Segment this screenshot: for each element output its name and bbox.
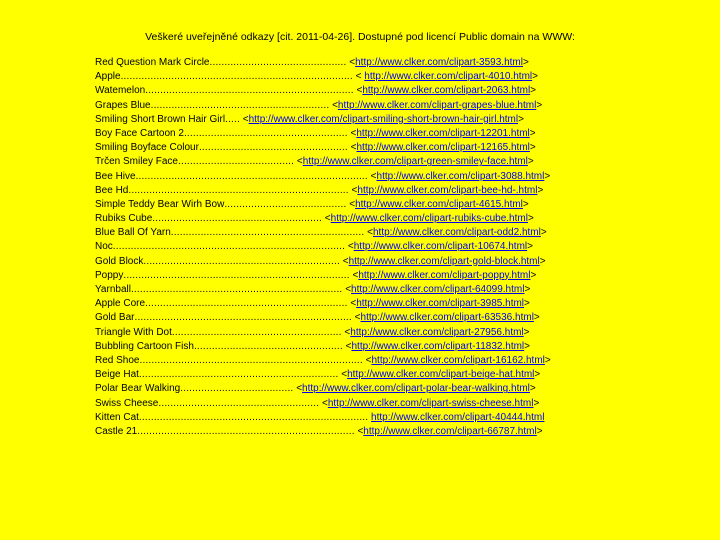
dot-leader: ......................................................... (152, 213, 323, 225)
open-bracket: < (338, 369, 348, 381)
reference-link[interactable]: http://www.clker.com/clipart-66787.html (363, 425, 537, 437)
close-bracket: > (537, 184, 544, 196)
close-bracket: > (532, 71, 538, 83)
reference-name: Bubbling Cartoon Fish (95, 340, 194, 352)
dot-leader: ......................................................................... (137, 425, 355, 437)
dot-leader: ...................................................... (158, 397, 320, 409)
reference-link[interactable]: http://www.clker.com/clipart-12201.html (356, 127, 530, 139)
reference-item (95, 84, 595, 98)
reference-item (95, 269, 595, 283)
close-bracket: > (534, 369, 541, 381)
reference-item (95, 155, 595, 169)
dot-leader: .............................................................................. (135, 170, 368, 182)
reference-link[interactable]: http://www.clker.com/clipart-gold-block.html (348, 255, 540, 267)
open-bracket: < (364, 227, 373, 239)
close-bracket: > (524, 284, 531, 295)
reference-item (95, 113, 595, 127)
reference-link[interactable]: http://www.clker.com/clipart-3985.html (356, 298, 525, 310)
close-bracket: > (536, 425, 543, 437)
reference-link[interactable]: http://www.clker.com/clipart-63536.html (360, 312, 534, 324)
reference-name: Red Question Mark Circle (95, 57, 210, 68)
reference-item (95, 297, 595, 311)
reference-link[interactable]: http://www.clker.com/clipart-27956.html (350, 326, 524, 338)
dot-leader: ............................................................................ (123, 269, 350, 281)
reference-link[interactable]: http://www.clker.com/clipart-bee-hd-.html (357, 184, 538, 196)
close-bracket: > (530, 269, 537, 281)
open-bracket: < (319, 397, 328, 409)
reference-item (95, 170, 595, 184)
open-bracket: < (342, 340, 352, 352)
reference-list (95, 56, 595, 439)
reference-link[interactable]: http://www.clker.com/clipart-4010.html (364, 71, 533, 83)
reference-link[interactable]: http://www.clker.com/clipart-16162.html (371, 354, 545, 366)
open-bracket: < (354, 425, 364, 437)
open-bracket: < (293, 383, 303, 395)
dot-leader: .................................................. (198, 142, 348, 154)
reference-link[interactable]: http://www.clker.com/clipart-poppy.html (358, 269, 531, 281)
dot-leader: ............................................................................. (138, 411, 369, 423)
dot-leader: .................................................. (193, 340, 343, 352)
dot-leader: .............................................................................. (112, 241, 346, 253)
reference-link[interactable]: http://www.clker.com/clipart-polar-bear-walking.html (302, 383, 530, 395)
reference-item (95, 326, 595, 340)
close-bracket: > (530, 85, 537, 97)
close-bracket: > (533, 312, 540, 324)
open-bracket: < (348, 184, 358, 196)
reference-name: Watemelon (95, 85, 146, 97)
open-bracket: < (347, 298, 357, 310)
reference-name: Triangle With Dot (95, 326, 172, 338)
reference-link[interactable]: http://www.clker.com/clipart-11832.html (351, 340, 525, 352)
reference-item (95, 226, 595, 240)
open-bracket: < (347, 127, 357, 139)
reference-link[interactable]: http://www.clker.com/clipart-beige-hat.html (347, 369, 535, 381)
reference-name: Apple Core (95, 298, 146, 310)
reference-item (95, 212, 595, 226)
reference-link[interactable]: http://www.clker.com/clipart-40444.html (371, 411, 545, 423)
open-bracket: < (352, 71, 365, 83)
reference-link[interactable]: http://www.clker.com/clipart-12165.html (356, 142, 530, 154)
reference-item (95, 411, 595, 425)
reference-name: Boy Face Cartoon 2 (95, 127, 184, 139)
close-bracket: > (544, 170, 551, 182)
dot-leader: .............................................................................. (120, 71, 353, 83)
reference-name: Blue Ball Of Yarn (95, 227, 171, 239)
reference-item (95, 368, 595, 382)
reference-item (95, 127, 595, 141)
open-bracket: < (341, 326, 351, 338)
close-bracket: > (540, 227, 547, 239)
dot-leader: ......................................... (224, 198, 347, 210)
reference-link[interactable]: http://www.clker.com/clipart-3088.html (376, 170, 545, 182)
reference-name: Bee Hive (95, 170, 136, 182)
close-bracket: > (533, 397, 540, 409)
reference-link[interactable]: http://www.clker.com/clipart-swiss-cheese.html (327, 397, 534, 409)
reference-name: Trčen Smiley Face (95, 156, 178, 168)
reference-name: Castle 21 (95, 425, 138, 437)
dot-leader: ...................................................................... (145, 85, 354, 97)
open-bracket: < (346, 57, 356, 68)
close-bracket: > (527, 156, 534, 168)
dot-leader: ............................................................ (150, 99, 330, 111)
close-bracket: > (527, 213, 534, 225)
reference-link[interactable]: http://www.clker.com/clipart-odd2.html (373, 227, 541, 239)
reference-item (95, 99, 595, 113)
dot-leader: ................................................................... (138, 369, 339, 381)
reference-name: Simple Teddy Bear Wirh Bow (95, 198, 225, 210)
reference-item (95, 382, 595, 396)
open-bracket: < (351, 312, 361, 324)
close-bracket: > (524, 340, 530, 352)
open-bracket: < (329, 99, 338, 111)
dot-leader: ..... (225, 113, 240, 125)
dot-leader: ......................................................... (171, 326, 342, 338)
reference-name: Poppy (95, 269, 124, 281)
reference-name: Yarnball (95, 284, 131, 295)
dot-leader: ......................................................................... (134, 312, 352, 324)
reference-name: Kitten Cat (95, 411, 139, 423)
reference-link[interactable]: http://www.clker.com/clipart-10674.html (353, 241, 528, 253)
close-bracket: > (529, 383, 536, 395)
reference-item (95, 340, 595, 354)
close-bracket: > (522, 198, 529, 210)
reference-name: Smiling Short Brown Hair Girl (95, 113, 226, 125)
reference-link[interactable]: http://www.clker.com/clipart-4615.html (355, 198, 523, 210)
open-bracket: < (349, 269, 359, 281)
reference-item (95, 425, 595, 439)
open-bracket: < (342, 284, 352, 295)
reference-link[interactable]: http://www.clker.com/clipart-rubiks-cube.html (330, 213, 528, 225)
dot-leader: .................................................................... (145, 298, 348, 310)
open-bracket: < (347, 142, 357, 154)
reference-name: Rubiks Cube (95, 213, 153, 225)
reference-link[interactable]: http://www.clker.com/clipart-green-smiley-face.html (302, 156, 528, 168)
close-bracket: > (529, 127, 536, 139)
dot-leader: .......................................................................... (128, 184, 349, 196)
close-bracket: > (518, 113, 524, 125)
reference-item (95, 141, 595, 155)
dot-leader: ........................................................................... (139, 354, 363, 366)
reference-item (95, 283, 595, 297)
dot-leader: .............................................. (209, 57, 347, 68)
reference-name: Red Shoe (95, 354, 140, 366)
reference-name: Bee Hd (95, 184, 129, 196)
open-bracket: < (345, 241, 354, 253)
reference-item (95, 184, 595, 198)
reference-name: Beige Hat (95, 369, 139, 381)
dot-leader: .................................................................. (143, 255, 340, 267)
close-bracket: > (544, 354, 551, 366)
open-bracket: < (362, 354, 372, 366)
close-bracket: > (539, 255, 546, 267)
reference-name: Polar Bear Walking (95, 383, 181, 395)
reference-item (95, 354, 595, 368)
references-heading: Veškeré uveřejněné odkazy [cit. 2011-04-26]. Dostupné pod licencí Public domain na WWW: (145, 31, 575, 43)
close-bracket: > (536, 99, 543, 111)
reference-name: Smiling Boyface Colour (95, 142, 199, 154)
close-bracket: > (523, 326, 530, 338)
reference-name: Swiss Cheese (95, 397, 159, 409)
dot-leader: ................................................................. (170, 227, 365, 239)
open-bracket: < (367, 170, 377, 182)
reference-link[interactable]: http://www.clker.com/clipart-grapes-blue.html (337, 99, 537, 111)
dot-leader: ....................................................... (183, 127, 348, 139)
open-bracket: < (346, 198, 356, 210)
reference-name: Noc (95, 241, 113, 253)
close-bracket: > (529, 142, 536, 154)
open-bracket: < (353, 85, 363, 97)
open-bracket: < (294, 156, 303, 168)
reference-item (95, 397, 595, 411)
reference-item (95, 311, 595, 325)
open-bracket: < (322, 213, 331, 225)
open-bracket: < (339, 255, 349, 267)
reference-name: Gold Bar (95, 312, 135, 324)
close-bracket: > (527, 241, 533, 253)
dot-leader: ....................................... (177, 156, 295, 168)
reference-item (95, 240, 595, 254)
reference-item (95, 70, 595, 84)
reference-item (95, 255, 595, 269)
reference-link[interactable]: http://www.clker.com/clipart-3593.html (355, 57, 523, 68)
open-bracket: < (239, 113, 249, 125)
reference-name: Apple (95, 71, 121, 83)
reference-link[interactable]: http://www.clker.com/clipart-64099.html (351, 284, 525, 295)
close-bracket: > (524, 298, 530, 310)
close-bracket: > (522, 57, 529, 68)
reference-link[interactable]: http://www.clker.com/clipart-2063.html (362, 85, 531, 97)
reference-item (95, 198, 595, 212)
reference-name: Grapes Blue (95, 99, 151, 111)
dot-leader: ...................................... (180, 383, 294, 395)
reference-name: Gold Block (95, 255, 144, 267)
reference-link[interactable]: http://www.clker.com/clipart-smiling-short-brown-hair-girl.html (248, 113, 519, 125)
reference-item (95, 56, 595, 70)
dot-leader: ....................................................................... (130, 284, 343, 295)
